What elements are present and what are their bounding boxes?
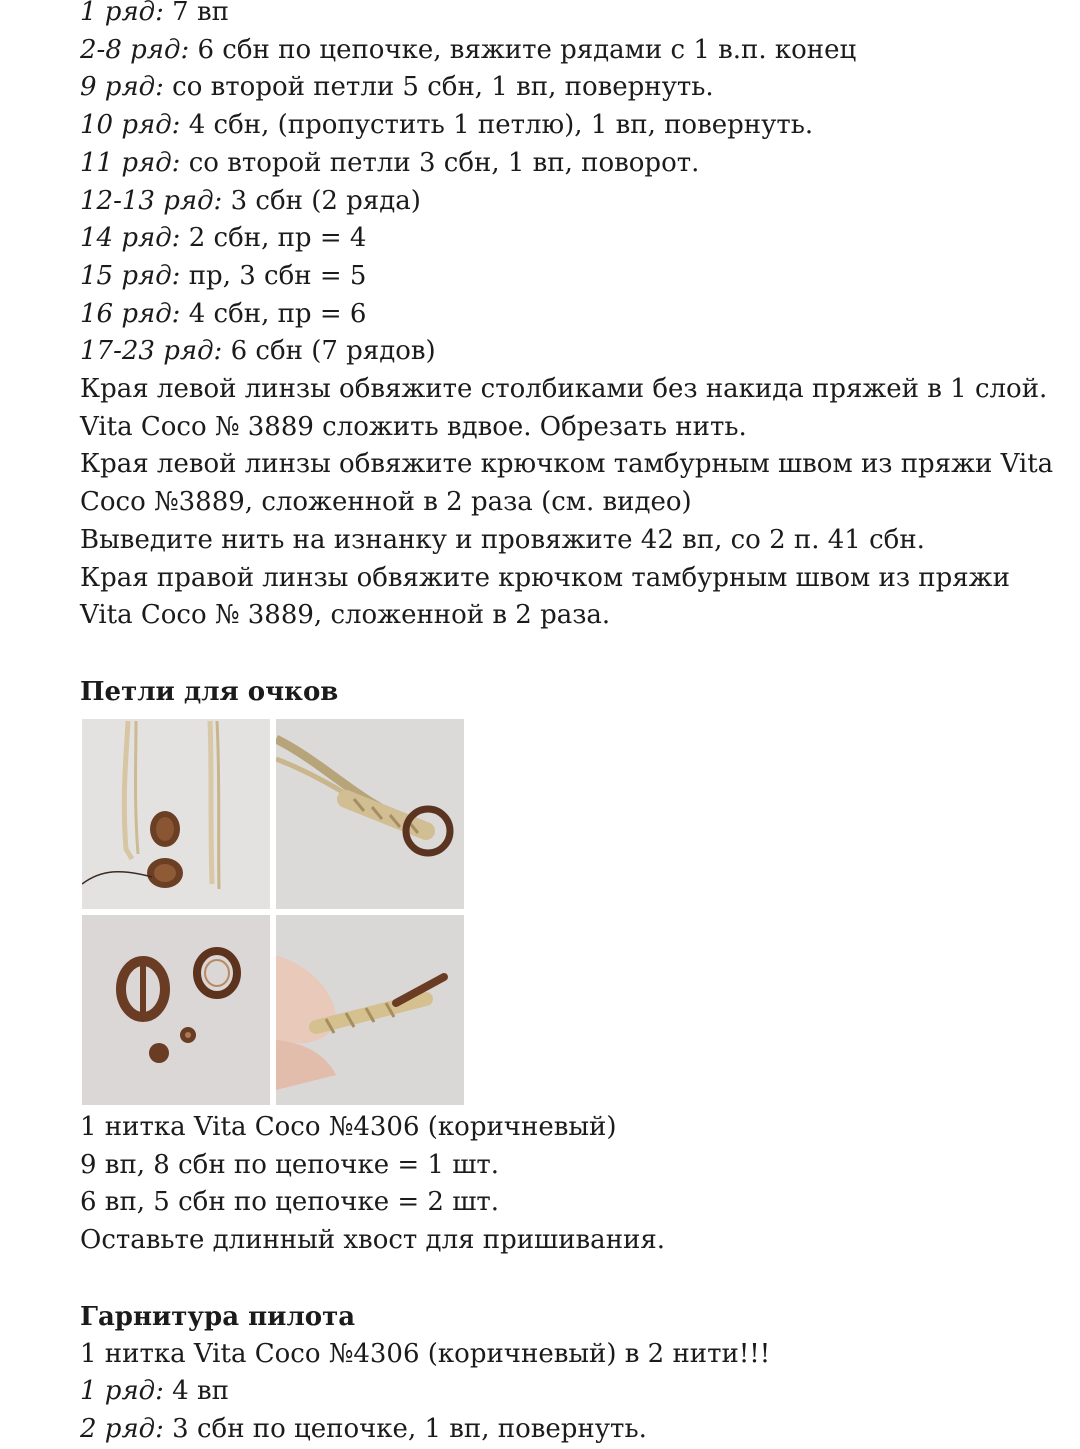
row-label: 9 ряд: bbox=[80, 72, 164, 103]
note-line: Края левой линзы обвяжите столбиками без накида пряжей в 1 слой. bbox=[80, 374, 1048, 405]
row-text: 3 сбн (2 ряда) bbox=[222, 185, 421, 216]
row-line bbox=[80, 183, 1060, 221]
spacer bbox=[80, 635, 1060, 673]
headset-line: 1 нитка Vita Coco №4306 (коричневый) в 2 нити!!! bbox=[80, 1338, 771, 1369]
photo-collage bbox=[82, 719, 464, 1105]
row-label: 11 ряд: bbox=[80, 147, 181, 178]
note-line: Vita Coco № 3889, сложенной в 2 раза. bbox=[80, 600, 611, 631]
loops-line: 1 нитка Vita Coco №4306 (коричневый) bbox=[80, 1111, 617, 1142]
spacer bbox=[80, 1260, 1060, 1298]
row-text: 3 сбн по цепочке, 1 вп, повернуть. bbox=[163, 1414, 647, 1445]
row-label: 2 ряд: bbox=[80, 1414, 164, 1445]
row-label: 15 ряд: bbox=[80, 260, 181, 291]
row-line bbox=[80, 32, 1060, 70]
row-text: со второй петли 5 сбн, 1 вп, повернуть. bbox=[163, 72, 714, 103]
photo-yarn-and-ovals bbox=[82, 719, 270, 909]
row-label: 16 ряд: bbox=[80, 298, 181, 329]
row-text: 2 сбн, пр = 4 bbox=[180, 223, 367, 254]
row-line bbox=[80, 1373, 1060, 1411]
row-line bbox=[80, 145, 1060, 183]
note-line: Края левой линзы обвяжите крючком тамбурным швом из пряжи Vita bbox=[80, 449, 1054, 480]
row-text: 6 сбн (7 рядов) bbox=[222, 336, 436, 367]
row-text: 6 сбн по цепочке, вяжите рядами с 1 в.п. конец bbox=[189, 34, 857, 65]
row-line bbox=[80, 107, 1060, 145]
row-text: 4 сбн, (пропустить 1 петлю), 1 вп, повернуть. bbox=[180, 110, 814, 141]
section-title-headset: Гарнитура пилота bbox=[80, 1301, 356, 1332]
loops-line: Оставьте длинный хвост для пришивания. bbox=[80, 1225, 666, 1256]
row-line bbox=[80, 69, 1060, 107]
section-title-loops: Петли для очков bbox=[80, 676, 339, 707]
row-line bbox=[80, 220, 1060, 258]
row-line bbox=[80, 0, 1060, 32]
row-line bbox=[80, 333, 1060, 371]
row-line bbox=[80, 296, 1060, 334]
lens-notes bbox=[80, 371, 1060, 635]
row-text: 4 вп bbox=[163, 1376, 229, 1407]
note-line: Выведите нить на изнанку и провяжите 42 вп, со 2 п. 41 сбн. bbox=[80, 524, 925, 555]
row-text: со второй петли 3 сбн, 1 вп, поворот. bbox=[180, 147, 700, 178]
loops-line: 6 вп, 5 сбн по цепочке = 2 шт. bbox=[80, 1187, 500, 1218]
row-label: 17-23 ряд: bbox=[80, 336, 223, 367]
row-label: 10 ряд: bbox=[80, 110, 181, 141]
document-body bbox=[80, 0, 1060, 1449]
lens-rows bbox=[80, 0, 1060, 371]
row-line bbox=[80, 258, 1060, 296]
row-label: 12-13 ряд: bbox=[80, 185, 223, 216]
photo-chain-with-ring bbox=[276, 719, 464, 909]
photo-hand-holding-chain bbox=[276, 915, 464, 1105]
row-label: 1 ряд: bbox=[80, 0, 164, 27]
row-line bbox=[80, 1411, 1060, 1449]
loops-line: 9 вп, 8 сбн по цепочке = 1 шт. bbox=[80, 1149, 500, 1180]
note-line: Coco №3889, сложенной в 2 раза (см. видео) bbox=[80, 487, 692, 518]
note-line: Vita Coco № 3889 сложить вдвое. Обрезать нить. bbox=[80, 411, 747, 442]
note-line: Края правой линзы обвяжите крючком тамбурным швом из пряжи bbox=[80, 562, 1010, 593]
photo-rings-and-beads bbox=[82, 915, 270, 1105]
row-text: 4 сбн, пр = 6 bbox=[180, 298, 367, 329]
row-label: 2-8 ряд: bbox=[80, 34, 190, 65]
loops-instructions bbox=[80, 1109, 1060, 1260]
row-label: 14 ряд: bbox=[80, 223, 181, 254]
row-text: 7 вп bbox=[163, 0, 229, 27]
row-label: 1 ряд: bbox=[80, 1376, 164, 1407]
row-text: пр, 3 сбн = 5 bbox=[180, 260, 367, 291]
headset-instructions bbox=[80, 1336, 1060, 1449]
